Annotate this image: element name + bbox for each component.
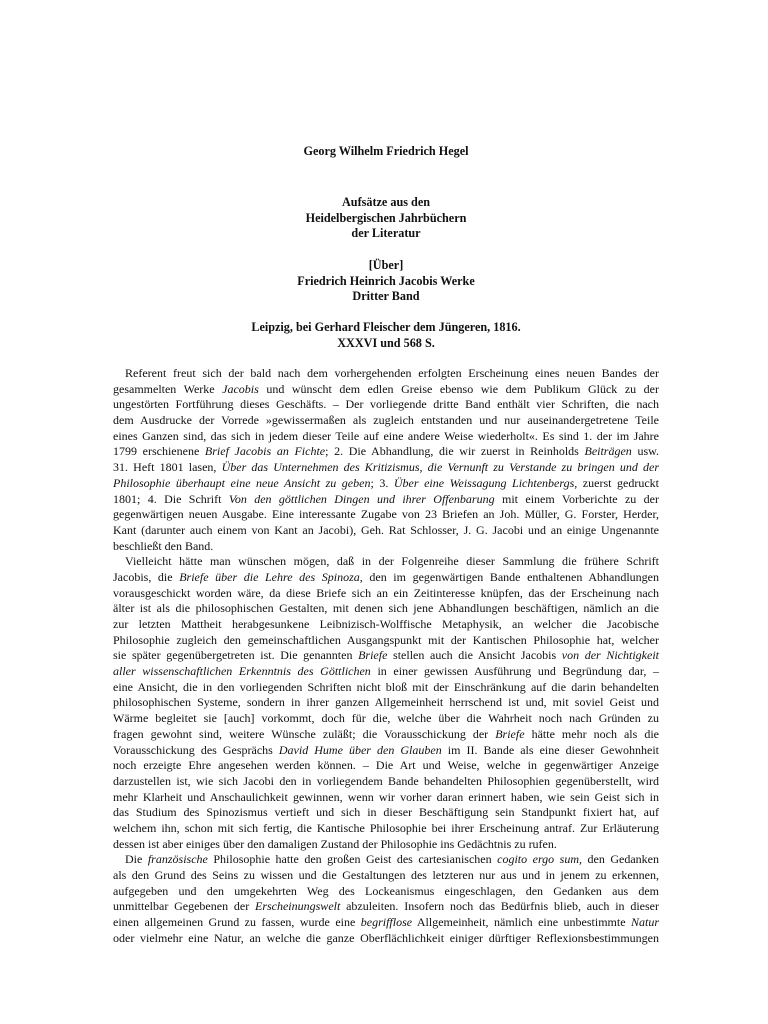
publication-info xyxy=(113,320,659,351)
text-line xyxy=(113,837,659,853)
italic-text: Briefe xyxy=(358,648,388,663)
text-line xyxy=(113,711,659,727)
text-line xyxy=(113,382,659,398)
text-line xyxy=(113,758,659,774)
text-line xyxy=(113,617,659,633)
italic-text: cogito ergo sum xyxy=(497,852,580,867)
publication-line: Leipzig, bei Gerhard Fleischer dem Jüngeren, 1816. xyxy=(251,320,521,334)
text-line xyxy=(113,444,659,460)
italic-text: Briefe xyxy=(495,726,525,741)
italic-text: begrifflose xyxy=(360,915,413,930)
title-line: Aufsätze aus den xyxy=(341,195,431,209)
italic-text: aller wissenschaftlichen Erkenntnis des Göttlichen xyxy=(113,664,371,679)
text-segment: philosophischen Systeme, sondern in ihrer ganzen Allgemeinheit herrschend ist und, mit soviel Geist und xyxy=(113,695,659,710)
text-segment: ungestörten Fortführung dieses Geschäfts. – Der vorliegende dritte Band enthält vier Schriften, die nach xyxy=(113,397,659,412)
text-line xyxy=(113,476,659,492)
text-segment: Kant (darunter auch einem von Kant an Jacobi), Geh. Rat Schlosser, J. G. Jacobi und an einige Ungenannte xyxy=(113,522,659,537)
text-segment: , den Gedanken xyxy=(579,852,659,867)
text-segment: eines Ganzen sind, das sich in jedem dieser Teile auf eine andere Weise wiederholt«. Es sind 1. der im Jahre xyxy=(113,428,659,443)
text-segment: das Studium des Spinozismus vertieft und sich in dieser Beschäftigung sein Standpunkt fixiert hat, auf xyxy=(113,805,659,820)
text-segment: fragen gewohnt sind, weitere Wünsche zuläßt; die Vorausschickung der xyxy=(113,726,496,741)
text-line xyxy=(113,727,659,743)
text-segment: zur letzten Mattheit herabgesunkene Leibnizisch-Wolffische Metaphysik, an welcher die Jacobische xyxy=(113,617,659,631)
subject-line: Dritter Band xyxy=(352,289,420,303)
text-line xyxy=(113,915,659,931)
text-segment: unmittelbar Gegebenen der xyxy=(113,899,255,914)
text-segment: Vorausschickung des Gesprächs xyxy=(113,742,279,757)
text-segment: Philosophie hatte den großen Geist des cartesianischen xyxy=(207,852,498,867)
text-segment: eine Ansicht, die in den vorliegenden Schriften nicht bloß mit der Einschränkung auf die darin behandelten xyxy=(113,679,659,694)
text-segment: ; 3. xyxy=(370,475,394,490)
body-text xyxy=(113,366,659,946)
text-segment: gegenwärtigen neuen Ausgabe. Eine interessante Zugabe von 23 Briefen an Joh. Müller, G. Forster, Herder, xyxy=(113,507,659,522)
text-segment: gesammelten Werke xyxy=(113,381,223,396)
text-segment: Philosophie zugleich den gemeinschaftlichen Ausgangspunkt mit der Kantischen Philosophie hat, welcher xyxy=(113,632,659,647)
text-line xyxy=(113,492,659,508)
text-segment: vorausgeschickt worden wäre, da diese Briefe sich an ein Zeitinteresse knüpfen, das der Erscheinung nach xyxy=(113,585,659,600)
text-segment: sie später gegenübergetreten ist. Die genannten xyxy=(113,648,359,663)
text-segment: einen allgemeinen Grund zu fassen, wurde eine xyxy=(113,915,361,930)
text-segment: usw. xyxy=(631,444,660,459)
text-segment: mehr Klarheit und Anschaulichkeit gewinnen, wenn wir vorher daran erinnert haben, wie sein Geist sich in xyxy=(113,789,659,804)
text-line xyxy=(113,695,659,711)
publication-line: XXXVI und 568 S. xyxy=(337,335,435,350)
author-heading: Georg Wilhelm Friedrich Hegel xyxy=(303,144,469,158)
text-line xyxy=(113,648,659,664)
text-line xyxy=(113,868,659,884)
text-segment: hätte mehr noch als die xyxy=(524,726,660,741)
italic-text: von der Nichtigkeit xyxy=(561,648,659,663)
text-segment: beschließt den Band. xyxy=(113,538,214,553)
italic-text: Jacobis xyxy=(222,381,259,396)
text-line xyxy=(113,507,659,523)
italic-text: Philosophie überhaupt eine neue Ansicht zu geben xyxy=(113,475,371,490)
text-line xyxy=(113,554,659,570)
italic-text: Beiträgen xyxy=(584,444,632,459)
title-line: Heidelbergischen Jahrbüchern xyxy=(305,210,467,225)
text-line xyxy=(113,680,659,696)
text-segment: Die xyxy=(125,852,148,867)
italic-text: Erscheinungswelt xyxy=(254,899,341,914)
text-line xyxy=(113,539,659,555)
text-line xyxy=(113,523,659,539)
text-segment: Allgemeinheit, nämlich eine unbestimmte xyxy=(412,915,631,930)
text-line xyxy=(113,397,659,413)
text-segment: noch erzeigte Ehre angesehen werden können. – Die Art und Weise, welche in gegenwärtiger Anzeige xyxy=(113,758,659,773)
text-line xyxy=(113,586,659,602)
text-segment: stellen auch die Ansicht Jacobis xyxy=(387,648,562,663)
italic-text: Briefe über die Lehre des Spinoza xyxy=(179,569,360,584)
text-line xyxy=(113,413,659,429)
italic-text: Natur xyxy=(631,915,660,930)
text-line xyxy=(113,460,659,476)
italic-text: David Hume über den Glauben xyxy=(278,742,442,757)
text-segment: im II. Bande als eine dieser Gewohnheit xyxy=(441,742,659,757)
text-line xyxy=(113,429,659,445)
text-segment: , den im gegenwärtigen Bande enthaltenen Abhandlungen xyxy=(359,569,659,584)
text-segment: Wärme begleitet sie [auch] vorkommt, doch für die, welche über die Wahrheit noch nach Gründen zu xyxy=(113,711,659,726)
subject-line: [Über] xyxy=(368,258,404,272)
work-title xyxy=(113,195,659,242)
text-segment: Referent freut sich der bald nach dem vorhergehenden erfolgten Erscheinung eines neuen Bandes der xyxy=(125,366,659,380)
text-segment: ; 2. Die Abhandlung, die wir zuerst in Reinholds xyxy=(325,444,585,459)
text-segment: welchem ihn, schon mit sich fertig, die Kantische Philosophie bei ihrer Erscheinung antraf. Zur Erläuterung xyxy=(113,820,659,835)
text-line xyxy=(113,805,659,821)
text-segment: darzustellen ist, wie sich Jacobi den in vorliegendem Bande behandelten Philosophien gegenüberstellt, wird xyxy=(113,773,659,788)
title-line: der Literatur xyxy=(351,226,421,240)
subject-line: Friedrich Heinrich Jacobis Werke xyxy=(297,273,475,288)
text-line xyxy=(113,774,659,790)
text-segment: oder vielmehr eine Natur, an welche die ganze Oberflächlichkeit einiger dürftiger Reflexionsbestimmungen xyxy=(113,930,659,945)
text-segment: und wünscht dem edlen Greise ebenso wie dem Publikum Glück zu der xyxy=(258,381,660,396)
italic-text: Von den göttlichen Dingen und ihrer Offenbarung xyxy=(228,491,495,506)
text-segment: , zuerst gedruckt xyxy=(574,475,659,490)
italic-text: Brief Jacobis an Fichte xyxy=(204,444,326,459)
text-segment: in einer gewissen Ausführung und Begründung dar, – xyxy=(370,664,659,679)
text-segment: abzuleiten. Insofern noch das Bedürfnis blieb, auch in dieser xyxy=(340,899,659,914)
text-line xyxy=(113,899,659,915)
text-segment: dessen ist aber einiges über den damaligen Zustand der Philosophie ins Gedächtnis zu rufen. xyxy=(113,836,557,851)
text-line xyxy=(113,633,659,649)
italic-text: französische xyxy=(147,852,208,867)
document-page xyxy=(113,0,659,1024)
review-subject xyxy=(113,258,659,305)
italic-text: Über das Unternehmen des Kritizismus, die Vernunft zu Verstande zu bringen und der xyxy=(221,460,659,475)
text-line xyxy=(113,821,659,837)
text-line xyxy=(113,601,659,617)
text-line xyxy=(113,884,659,900)
text-segment: dem Ausdrucke der Vorrede »gewissermaßen als zugleich entstanden und nur auseinandergetretene Teile xyxy=(113,413,659,428)
text-segment: älter ist als die philosophischen Gestalten, mit denen sich jene Abhandlungen beschäftigen, nämlich an die xyxy=(113,601,659,616)
italic-text: Über eine Weissagung Lichtenbergs xyxy=(393,475,575,490)
text-line xyxy=(113,366,659,382)
text-segment: aufgegeben und den umgekehrten Weg des Lockeanismus eingeschlagen, den Gedanken aus dem xyxy=(113,883,659,898)
text-line xyxy=(113,852,659,868)
text-segment: Vielleicht hätte man wünschen mögen, daß in der Folgenreihe dieser Sammlung die frühere Schrift xyxy=(125,554,659,569)
text-segment: 1799 erschienene xyxy=(113,444,205,459)
text-segment: mit einem Vorberichte zu der xyxy=(494,491,659,506)
text-segment: 31. Heft 1801 lasen, xyxy=(113,460,222,475)
text-segment: 1801; 4. Die Schrift xyxy=(113,491,229,506)
text-line xyxy=(113,570,659,586)
text-line xyxy=(113,664,659,680)
text-line xyxy=(113,790,659,806)
text-line xyxy=(113,931,659,947)
text-segment: als den Grund des Seins zu wissen und die Gestaltungen des letzteren nur aus und in jenem zu erkennen, xyxy=(113,868,659,882)
text-segment: Jacobis, die xyxy=(113,569,180,584)
text-line xyxy=(113,743,659,759)
